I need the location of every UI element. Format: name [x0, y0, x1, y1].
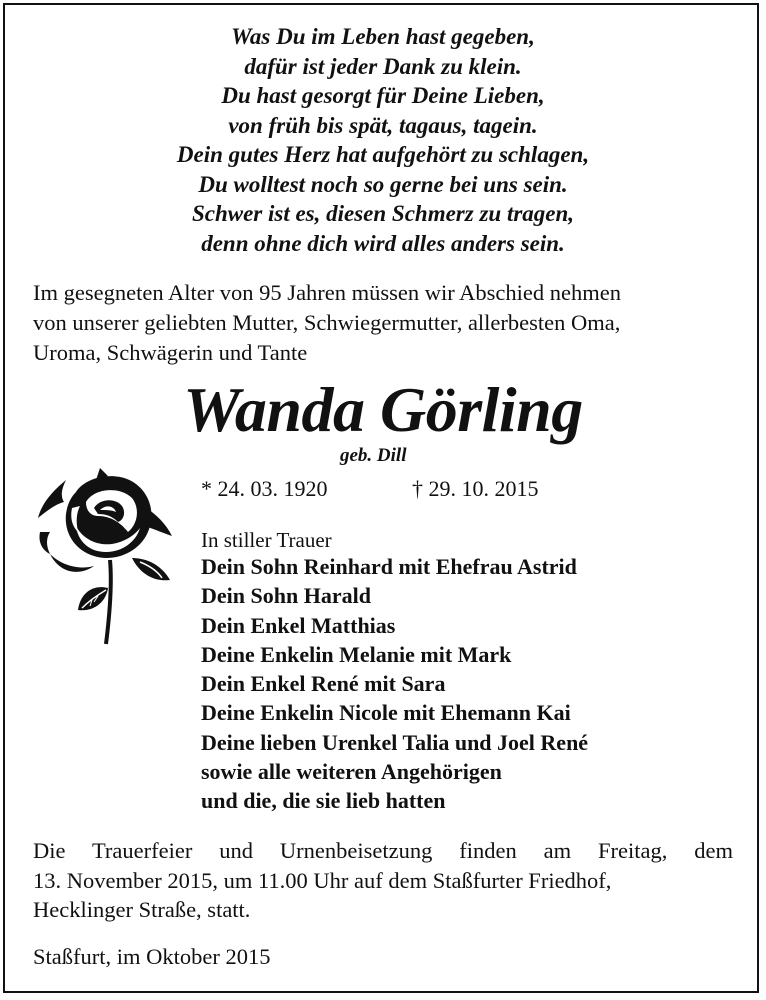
- intro-line: Uroma, Schwägerin und Tante: [33, 340, 308, 365]
- death-date: † 29. 10. 2015: [412, 476, 539, 501]
- birth-date: * 24. 03. 1920: [201, 476, 328, 501]
- mourner: Deine lieben Urenkel Talia und Joel René: [201, 729, 589, 755]
- poem-line: Was Du im Leben hast gegeben,: [231, 24, 535, 49]
- mourners-list: [201, 552, 588, 816]
- intro-line: von unserer geliebten Mutter, Schwiegermutter, allerbesten Oma,: [33, 310, 621, 335]
- mourner: und die, die sie lieb hatten: [201, 788, 446, 814]
- poem-line: Dein gutes Herz hat aufgehört zu schlagen,: [176, 142, 590, 167]
- funeral-paragraph: [33, 836, 733, 925]
- poem-line: dafür ist jeder Dank zu klein.: [244, 53, 522, 79]
- mourner: Dein Enkel René mit Sara: [201, 671, 446, 697]
- mourning-heading: In stiller Trauer: [201, 528, 332, 552]
- poem-line: Schwer ist es, diesen Schmerz zu tragen,: [191, 201, 575, 226]
- mourner: Dein Sohn Reinhard mit Ehefrau Astrid: [201, 554, 577, 579]
- mourner: Dein Sohn Harald: [201, 583, 371, 609]
- funeral-line: 13. November 2015, um 11.00 Uhr auf dem Staßfurter Friedhof,: [33, 867, 612, 893]
- place-and-date: Staßfurt, im Oktober 2015: [33, 944, 271, 969]
- poem-line: denn ohne dich wird alles anders sein.: [201, 230, 565, 256]
- mourner: Deine Enkelin Nicole mit Ehemann Kai: [201, 700, 571, 726]
- memorial-poem: [0, 22, 766, 258]
- rose-icon: [36, 462, 176, 648]
- mourner: sowie alle weiteren Angehörigen: [201, 759, 502, 785]
- poem-line: Du hast gesorgt für Deine Lieben,: [221, 83, 545, 108]
- funeral-line: Hecklinger Straße, statt.: [33, 897, 251, 922]
- funeral-line: Die Trauerfeier und Urnenbeisetzung finden am Freitag, dem: [33, 838, 733, 863]
- intro-line: Im gesegneten Alter von 95 Jahren müssen wir Abschied nehmen: [33, 280, 621, 305]
- maiden-name: geb. Dill: [340, 445, 407, 466]
- poem-line: Du wolltest noch so gerne bei uns sein.: [198, 171, 568, 197]
- poem-line: von früh bis spät, tagaus, tagein.: [228, 112, 538, 138]
- mourner: Deine Enkelin Melanie mit Mark: [201, 641, 512, 667]
- mourner: Dein Enkel Matthias: [201, 612, 396, 638]
- intro-paragraph: [33, 278, 733, 368]
- deceased-name: Wanda Görling: [183, 374, 583, 445]
